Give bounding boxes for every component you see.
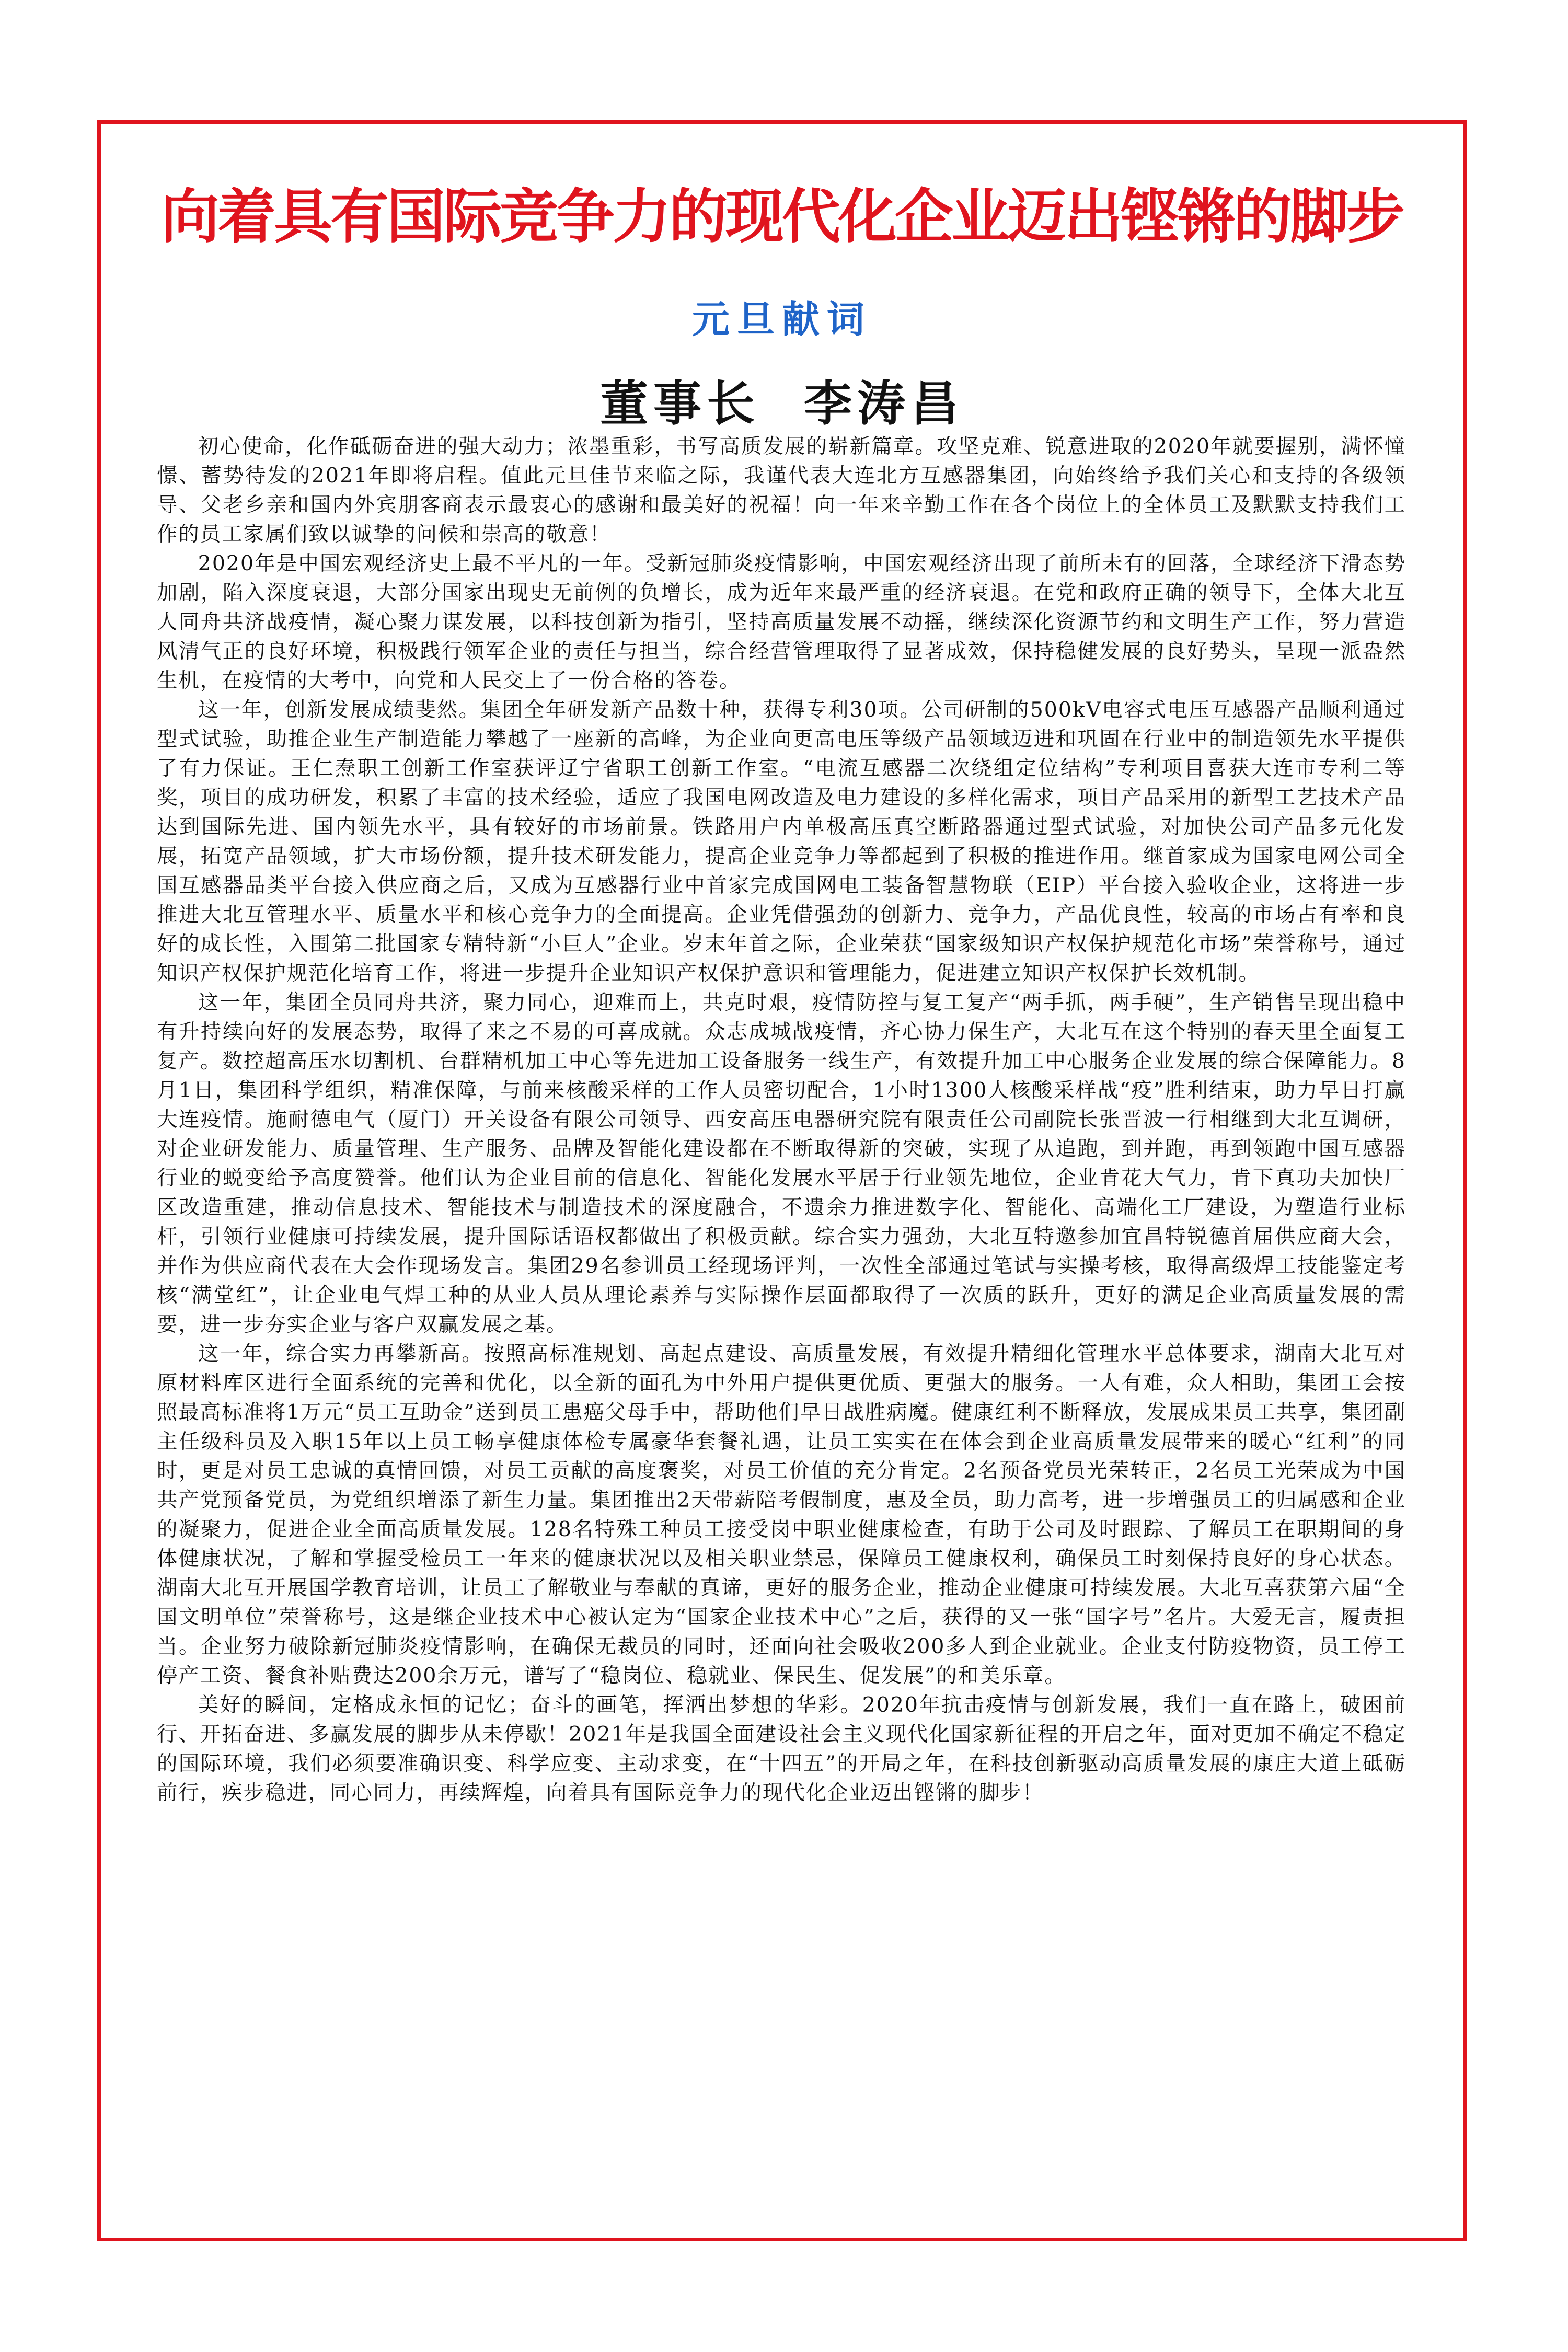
paragraph: 这一年，综合实力再攀新高。按照高标准规划、高起点建设、高质量发展，有效提升精细化管理水平总体要求，湖南大北互对原材料库区进行全面系统的完善和优化，以全新的面孔为中外用户提供更优质、更强大的服务。一人有难，众人相助，集团工会按照最高标准将1万元“员工互助金”送到员工患癌父母手中，帮助他们早日战胜病魔。健康红利不断释放，发展成果员工共享，集团副主任级科员及入职15年以上员工畅享健康体检专属豪华套餐礼遇，让员工实实在在体会到企业高质量发展带来的暖心“红利”的同时，更是对员工忠诚的真情回馈，对员工贡献的高度褒奖，对员工价值的充分肯定。2名预备党员光荣转正，2名员工光荣成为中国共产党预备党员，为党组织增添了新生力量。集团推出2天带薪陪考假制度，惠及全员，助力高考，进一步增强员工的归属感和企业的凝聚力，促进企业全面高质量发展。128名特殊工种员工接受岗中职业健康检查，有助于公司及时跟踪、了解员工在职期间的身体健康状况，了解和掌握受检员工一年来的健康状况以及相关职业禁忌，保障员工健康权利，确保员工时刻保持良好的身心状态。湖南大北互开展国学教育培训，让员工了解敬业与奉献的真谛，更好的服务企业，推动企业健康可持续发展。大北互喜获第六届“全国文明单位”荣誉称号，这是继企业技术中心被认定为“国家企业技术中心”之后，获得的又一张“国字号”名片。大爱无言，履责担当。企业努力破除新冠肺炎疫情影响，在确保无裁员的同时，还面向社会吸收200多人到企业就业。企业支付防疫物资，员工停工停产工资、餐食补贴费达200余万元，谱写了“稳岗位、稳就业、保民生、促发展”的和美乐章。: [157, 1342, 1406, 1688]
paragraph: 2020年是中国宏观经济史上最不平凡的一年。受新冠肺炎疫情影响，中国宏观经济出现了前所未有的回落，全球经济下滑态势加剧，陷入深度衰退，大部分国家出现史无前例的负增长，成为近年来最严重的经济衰退。在党和政府正确的领导下，全体大北互人同舟共济战疫情，凝心聚力谋发展，以科技创新为指引，坚持高质量发展不动摇，继续深化资源节约和文明生产工作，努力营造风清气正的良好环境，积极践行领军企业的责任与担当，综合经营管理取得了显著成效，保持稳健发展的良好势头，呈现一派盎然生机，在疫情的大考中，向党和人民交上了一份合格的答卷。: [157, 551, 1406, 693]
paragraph: 美好的瞬间，定格成永恒的记忆；奋斗的画笔，挥洒出梦想的华彩。2020年抗击疫情与创新发展，我们一直在路上，破困前行、开拓奋进、多赢发展的脚步从未停歇！2021年是我国全面建设社会主义现代化国家新征程的开启之年，面对更加不确定不稳定的国际环境，我们必须要准确识变、科学应变、主动求变，在“十四五”的开局之年，在科技创新驱动高质量发展的康庄大道上砥砺前行，疾步稳进，同心同力，再续辉煌，向着具有国际竞争力的现代化企业迈出铿锵的脚步！: [157, 1693, 1406, 1805]
subtitle: 元旦献词: [691, 297, 872, 341]
paragraph: 这一年，创新发展成绩斐然。集团全年研发新产品数十种，获得专利30项。公司研制的500kV电容式电压互感器产品顺利通过型式试验，助推企业生产制造能力攀越了一座新的高峰，为企业向更高电压等级产品领域迈进和巩固在行业中的制造领先水平提供了有力保证。王仁焘职工创新工作室获评辽宁省职工创新工作室。“电流互感器二次绕组定位结构”专利项目喜获大连市专利二等奖，项目的成功研发，积累了丰富的技术经验，适应了我国电网改造及电力建设的多样化需求，项目产品采用的新型工艺技术产品达到国际先进、国内领先水平，具有较好的市场前景。铁路用户内单极高压真空断路器通过型式试验，对加快公司产品多元化发展，拓宽产品领域，扩大市场份额，提升技术研发能力，提高企业竞争力等都起到了积极的推进作用。继首家成为国家电网公司全国互感器品类平台接入供应商之后，又成为互感器行业中首家完成国网电工装备智慧物联（EIP）平台接入验收企业，这将进一步推进大北互管理水平、质量水平和核心竞争力的全面提高。企业凭借强劲的创新力、竞争力，产品优良性，较高的市场占有率和良好的成长性，入围第二批国家专精特新“小巨人”企业。岁末年首之际，企业荣获“国家级知识产权保护规范化市场”荣誉称号，通过知识产权保护规范化培育工作，将进一步提升企业知识产权保护意识和管理能力，促进建立知识产权保护长效机制。: [157, 698, 1406, 985]
article-body: [157, 432, 1406, 2172]
paragraph: 这一年，集团全员同舟共济，聚力同心，迎难而上，共克时艰，疫情防控与复工复产“两手抓，两手硬”，生产销售呈现出稳中有升持续向好的发展态势，取得了来之不易的可喜成就。众志成城战疫情，齐心协力保生产，大北互在这个特别的春天里全面复工复产。数控超高压水切割机、台群精机加工中心等先进加工设备服务一线生产，有效提升加工中心服务企业发展的综合保障能力。8月1日，集团科学组织，精准保障，与前来核酸采样的工作人员密切配合，1小时1300人核酸采样战“疫”胜利结束，助力早日打赢大连疫情。施耐德电气（厦门）开关设备有限公司领导、西安高压电器研究院有限责任公司副院长张晋波一行相继到大北互调研，对企业研发能力、质量管理、生产服务、品牌及智能化建设都在不断取得新的突破，实现了从追跑，到并跑，再到领跑中国互感器行业的蜕变给予高度赞誉。他们认为企业目前的信息化、智能化发展水平居于行业领先地位，企业肯花大气力，肯下真功夫加快厂区改造重建，推动信息技术、智能技术与制造技术的深度融合，不遗余力推进数字化、智能化、高端化工厂建设，为塑造行业标杆，引领行业健康可持续发展，提升国际话语权都做出了积极贡献。综合实力强劲，大北互特邀参加宜昌特锐德首届供应商大会，并作为供应商代表在大会作现场发言。集团29名参训员工经现场评判，一次性全部通过笔试与实操考核，取得高级焊工技能鉴定考核“满堂红”，让企业电气焊工种的从业人员从理论素养与实际操作层面都取得了一次质的跃升，更好的满足企业高质量发展的需要，进一步夯实企业与客户双赢发展之基。: [157, 990, 1406, 1336]
headline: 向着具有国际竞争力的现代化企业迈出铿锵的脚步: [161, 183, 1403, 251]
paragraph: 初心使命，化作砥砺奋进的强大动力；浓墨重彩，书写高质发展的崭新篇章。攻坚克难、锐意进取的2020年就要握别，满怀憧憬、蓄势待发的2021年即将启程。值此元旦佳节来临之际，我谨代表大连北方互感器集团，向始终给予我们关心和支持的各级领导、父老乡亲和国内外宾朋客商表示最衷心的感谢和最美好的祝福！向一年来辛勤工作在各个岗位上的全体员工及默默支持我们工作的员工家属们致以诚挚的问候和崇高的敬意！: [157, 434, 1406, 546]
author-line: 董事长 李涛昌: [599, 376, 964, 432]
